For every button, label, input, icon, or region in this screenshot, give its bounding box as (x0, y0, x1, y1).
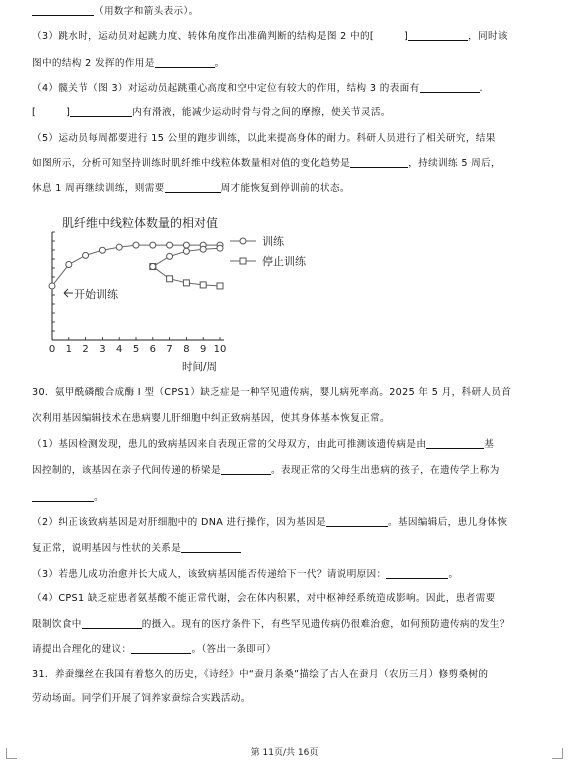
x-tick-label: 2 (82, 344, 89, 355)
answer-blank[interactable] (221, 464, 271, 475)
x-tick-label: 4 (116, 344, 123, 355)
series-point (217, 245, 223, 251)
line-text-after: 周才能恢复到停训前的状态。 (220, 183, 350, 194)
answer-blank[interactable] (350, 157, 408, 168)
line-text-after: ，持续训练 5 周后， (408, 158, 502, 169)
q30-line (32, 491, 104, 504)
series-point (167, 253, 173, 259)
line-text-after: 。基因编辑后，患儿身体恢 (387, 517, 508, 528)
q30-line (32, 412, 390, 425)
line-text: 图中的结构 2 发挥的作用是 (32, 58, 155, 69)
x-tick-label: 7 (166, 344, 173, 355)
line-text: 限制饮食中 (32, 619, 82, 630)
answer-blank[interactable] (32, 491, 94, 502)
bracket-close: ] (404, 31, 409, 42)
series-point (183, 248, 189, 254)
x-tick-label: 1 (65, 344, 72, 355)
legend-label: 停止训练 (262, 255, 306, 268)
line-text: [ (32, 107, 37, 118)
line-text: 次利用基因编辑技术在患病婴儿肝细胞中纠正致病基因，使其身体基本恢复正常。 (32, 413, 390, 424)
line-text-after: 的摄入。现有的医疗条件下，有些罕见遗传病仍很难治愈，如何预防遗传病的发生？ (141, 619, 510, 630)
lines-line (32, 132, 496, 145)
line-text: （4）CPS1 缺乏症患者氨基酸不能正常代谢，会在体内积累，对中枢神经系统造成影响。因此，患者需要 (32, 593, 496, 604)
lines-line (32, 82, 483, 95)
line-text: 31．养蚕缫丝在我国有着悠久的历史，《诗经》中“蚕月条桑”描绘了古人在蚕月（农历三月）修剪桑树的 (32, 669, 489, 680)
line-text: 30．氨甲酰磷酸合成酶 I 型（CPS1）缺乏症是一种罕见遗传病，婴儿病死率高。2025 年 5 月，科研人员首 (32, 387, 512, 398)
x-tick-label: 5 (132, 344, 140, 355)
chart-annotation: 开始训练 (74, 288, 118, 301)
answer-blank[interactable] (165, 182, 221, 193)
lines-line (32, 57, 225, 70)
series-line (52, 245, 220, 286)
q30-line (32, 643, 276, 656)
q30-line (32, 618, 510, 631)
answer-blank[interactable] (82, 618, 142, 629)
series-point (150, 264, 156, 270)
line-text: 休息 1 周再继续训练，则需要 (32, 183, 165, 194)
line-text: （3）若患儿成功治愈并长大成人，该致病基因能否传递给下一代？请说明原因： (32, 569, 387, 580)
q30-line (32, 438, 494, 451)
series-point (66, 262, 72, 268)
answer-blank[interactable] (326, 516, 388, 527)
series-point (167, 242, 173, 248)
annotation-arrow (64, 289, 73, 297)
chart-legend (230, 234, 307, 268)
bracket-close: ] (66, 107, 71, 118)
line-text-after: 。 (214, 58, 225, 69)
line-text: 劳动场面。同学们开展了饲养家蚕综合实践活动。 (32, 693, 251, 704)
x-axis-label: 时间/周 (182, 361, 218, 373)
page-footer: 第 11页/共 16页 (250, 748, 319, 758)
lines-line (32, 182, 350, 195)
line-text: （5）运动员每周都要进行 15 公里的跑步训练，以此来提高身体的耐力。科研人员进行了相关研究，结果 (32, 133, 496, 144)
x-tick-label: 3 (99, 344, 106, 355)
series-point (133, 242, 139, 248)
line-text-after: 内有滑液，能减少运动时骨与骨之间的摩擦，使关节灵活。 (132, 107, 391, 118)
series-point (49, 283, 55, 289)
line-text: 因控制的，该基因在亲子代间传递的桥梁是 (32, 465, 221, 476)
answer-blank[interactable] (70, 106, 132, 117)
line-text: （2）纠正该致病基因是对肝细胞中的 DNA 进行操作，因为基因是 (32, 517, 326, 528)
line-text: （4）髋关节（图 3）对运动员起跳重心高度和空中定位有较大的作用，结构 3 的表面有 (32, 83, 420, 94)
series-point (183, 280, 189, 286)
legend-marker (240, 258, 246, 264)
series-point (150, 242, 156, 248)
line-text-after: 。（答出一条即可） (191, 644, 277, 655)
lines-line (32, 106, 391, 119)
q30-line (32, 568, 458, 581)
line-text-after: 。 (448, 569, 459, 580)
x-tick-label: 9 (200, 344, 207, 355)
legend-label: 训练 (262, 235, 284, 248)
line-text-after: （用数字和箭头表示）。 (94, 6, 199, 17)
line-text-after: ，同时该 (468, 31, 508, 42)
lines-line (32, 157, 501, 170)
answer-blank[interactable] (32, 5, 94, 16)
line-text: 如图所示，分析可知坚持训练时肌纤维中线粒体数量相对值的变化趋势是 (32, 158, 351, 169)
answer-blank[interactable] (181, 542, 241, 553)
x-tick-label: 8 (183, 344, 190, 355)
q30-line (32, 386, 511, 399)
q30-line (32, 542, 241, 555)
series-point (167, 276, 173, 282)
line-text-after: 。表现正常的父母生出患病的孩子，在遗传学上称为 (270, 465, 500, 476)
series-point (200, 246, 206, 252)
mitochondria-line-chart (44, 210, 344, 380)
x-tick-label: 6 (149, 344, 156, 355)
series-point (200, 282, 206, 288)
lines-line (32, 5, 199, 18)
q30-line (32, 692, 251, 705)
q30-line (32, 592, 496, 605)
corner-mark-right (552, 748, 563, 759)
answer-blank[interactable] (420, 82, 480, 93)
line-text: （3）跳水时，运动员对起跳力度、转体角度作出准确判断的结构是图 2 中的[ (32, 31, 374, 42)
line-text: 复正常，说明基因与性状的关系是 (32, 543, 182, 554)
legend-marker (240, 238, 246, 244)
q30-line (32, 464, 500, 477)
series-point (217, 283, 223, 289)
answer-blank[interactable] (426, 438, 484, 449)
lines-line (32, 30, 508, 43)
answer-blank[interactable] (131, 643, 191, 654)
chart-title: 肌纤维中线粒体数量的相对值 (62, 216, 219, 230)
line-text-after: . (479, 83, 483, 94)
answer-blank[interactable] (408, 30, 468, 41)
line-text-after: 。 (94, 492, 104, 503)
q30-line (32, 516, 507, 529)
series-point (116, 244, 122, 250)
answer-blank[interactable] (386, 568, 448, 579)
x-tick-label: 10 (213, 344, 227, 355)
line-text-after: 基 (484, 439, 495, 450)
line-text: 请提出合理化的建议： (32, 644, 132, 655)
q30-line (32, 668, 488, 681)
corner-mark-left (6, 748, 17, 759)
series-point (183, 242, 189, 248)
line-text: （1）基因检测发现，患儿的致病基因来自表现正常的父母双方，由此可推测该遗传病是由 (32, 439, 427, 450)
series-point (99, 247, 105, 253)
series-point (83, 252, 89, 258)
answer-blank[interactable] (155, 57, 215, 68)
x-tick-label: 0 (48, 344, 56, 355)
